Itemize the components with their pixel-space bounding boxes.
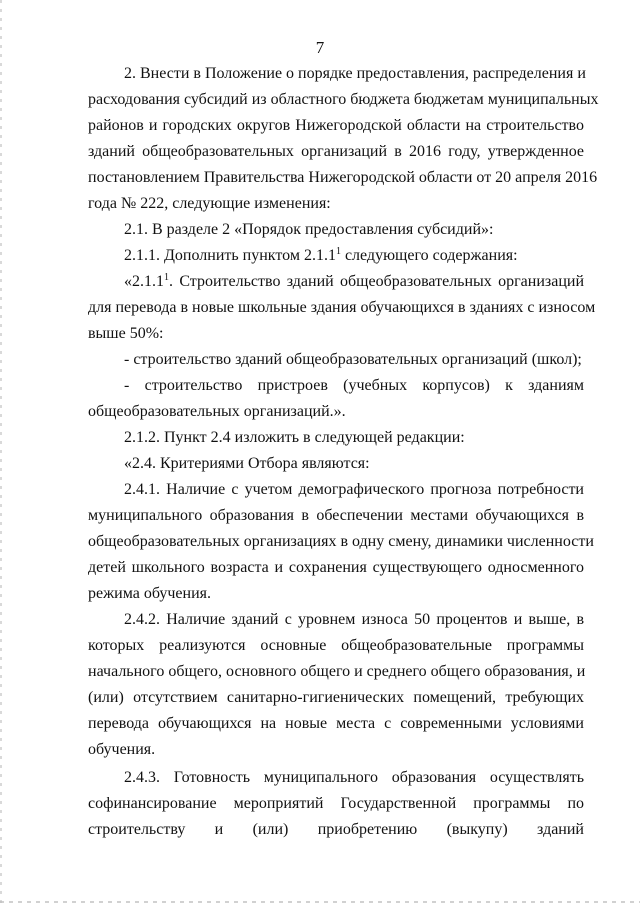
superscript: 1 (164, 272, 169, 283)
text-line: обучения. (88, 741, 156, 758)
scan-edge-bottom (0, 901, 640, 903)
text-line: районов и городских округов Нижегородской области на строительство (88, 117, 584, 134)
superscript: 1 (335, 246, 341, 257)
text-line (124, 272, 584, 292)
text-line: общеобразовательных организациях в одну смену, динамики численности (88, 533, 594, 550)
text-fragment: 2.1.1. Дополнить пунктом 2.1.1 (124, 247, 336, 264)
text-line: 2.4.3. Готовность муниципального образования осуществлять (124, 769, 584, 786)
text-line: зданий общеобразовательных организаций в 2016 году, утвержденное (88, 143, 584, 160)
text-line: софинансирование мероприятий Государственной программы по (88, 795, 584, 812)
text-fragment: . Строительство зданий общеобразовательных организаций (169, 273, 584, 290)
text-line: выше 50%: (88, 325, 164, 342)
text-line: перевода обучающихся на новые места с современными условиями (88, 715, 584, 732)
page-number: 7 (315, 38, 325, 57)
text-line: муниципального образования в обеспечении местами обучающихся в (88, 507, 584, 524)
text-line: 2. Внести в Положение о порядке предоставления, распределения и (124, 65, 586, 82)
text-line: режима обучения. (88, 585, 211, 602)
text-line: постановлением Правительства Нижегородской области от 20 апреля 2016 (88, 169, 598, 186)
text-line: 2.1.2. Пункт 2.4 изложить в следующей редакции: (124, 429, 465, 446)
text-line: 2.4.1. Наличие с учетом демографического прогноза потребности (124, 481, 584, 498)
text-line: (или) отсутствием санитарно-гигиенических помещений, требующих (88, 689, 584, 706)
text-line: для перевода в новые школьные здания обучающихся в зданиях с износом (88, 299, 596, 316)
text-line: детей школьного возраста и сохранения существующего односменного (88, 559, 584, 576)
scan-edge-left (0, 0, 2, 905)
text-line: - строительство пристроев (учебных корпусов) к зданиям (124, 377, 584, 394)
text-fragment: «2.1.1 (124, 273, 164, 290)
text-line: которых реализуются основные общеобразовательные программы (88, 637, 584, 654)
text-line: «2.4. Критериями Отбора являются: (124, 455, 370, 472)
text-line: года № 222, следующие изменения: (88, 195, 331, 212)
text-line: начального общего, основного общего и среднего общего образования, и (88, 663, 586, 680)
text-line: строительству и (или) приобретению (выкупу) зданий (88, 821, 584, 838)
text-fragment: следующего содержания: (340, 247, 518, 264)
text-line: - строительство зданий общеобразовательных организаций (школ); (124, 351, 582, 368)
text-line (124, 246, 518, 266)
text-line: расходования субсидий из областного бюджета бюджетам муниципальных (88, 91, 599, 108)
text-line: 2.4.2. Наличие зданий с уровнем износа 50 процентов и выше, в (124, 611, 584, 628)
text-line: общеобразовательных организаций.». (88, 403, 346, 420)
text-line: 2.1. В разделе 2 «Порядок предоставления субсидий»: (124, 221, 494, 238)
